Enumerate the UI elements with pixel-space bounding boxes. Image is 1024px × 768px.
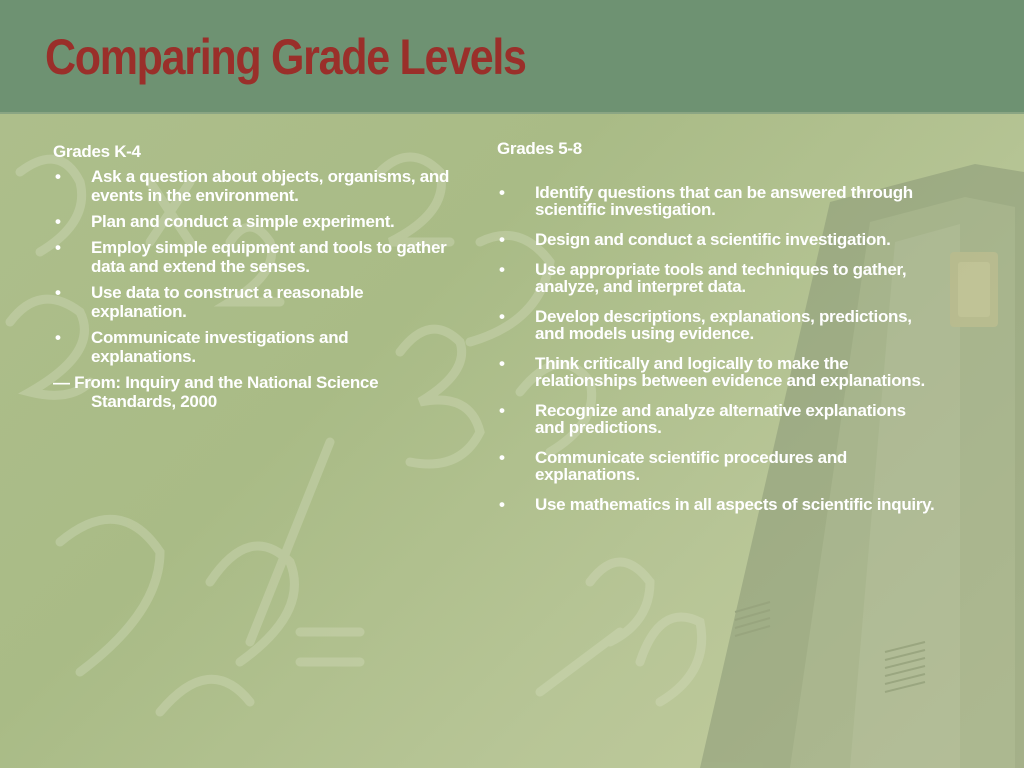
- bullet-icon: •: [499, 354, 505, 373]
- bullet-icon: •: [55, 328, 61, 347]
- bullet-icon: •: [499, 495, 505, 514]
- list-item: • Ask a question about objects, organisms, and events in the environment.: [55, 167, 450, 205]
- left-column-k4: [53, 142, 453, 411]
- bullet-icon: •: [499, 307, 505, 326]
- list-item: • Use mathematics in all aspects of scientific inquiry.: [499, 495, 935, 514]
- left-column-heading: Grades K-4: [53, 142, 141, 161]
- slide-title: Comparing Grade Levels: [45, 29, 526, 85]
- list-item: • Identify questions that can be answered through scientific investigation.: [499, 183, 913, 219]
- bullet-icon: •: [499, 260, 505, 279]
- list-item: • Design and conduct a scientific investigation.: [499, 230, 891, 249]
- right-bullet-list: [497, 184, 937, 513]
- list-item: • Use appropriate tools and techniques to gather, analyze, and interpret data.: [499, 260, 907, 296]
- list-item: • Use data to construct a reasonable explanation.: [55, 283, 364, 321]
- bullet-icon: •: [55, 212, 61, 231]
- bullet-icon: •: [55, 283, 61, 302]
- bullet-icon: •: [499, 183, 505, 202]
- list-item: • Recognize and analyze alternative explanations and predictions.: [499, 401, 906, 437]
- list-item: • Employ simple equipment and tools to gather data and extend the senses.: [55, 238, 447, 276]
- bullet-icon: •: [499, 230, 505, 249]
- bullet-icon: •: [55, 238, 61, 257]
- left-bullet-list: [53, 167, 453, 366]
- list-item: • Plan and conduct a simple experiment.: [55, 212, 395, 231]
- bullet-icon: •: [499, 448, 505, 467]
- bullet-icon: •: [55, 167, 61, 186]
- right-column-5-8: [497, 139, 937, 526]
- list-item: • Communicate investigations and explanations.: [55, 328, 349, 366]
- source-citation: — From: Inquiry and the National Science Standards, 2000: [53, 373, 379, 411]
- list-item: • Communicate scientific procedures and explanations.: [499, 448, 847, 484]
- bullet-icon: •: [499, 401, 505, 420]
- list-item: • Think critically and logically to make the relationships between evidence and explanations.: [499, 354, 925, 390]
- list-item: • Develop descriptions, explanations, predictions, and models using evidence.: [499, 307, 912, 343]
- right-column-heading: Grades 5-8: [497, 139, 582, 158]
- title-bar: [0, 0, 1024, 114]
